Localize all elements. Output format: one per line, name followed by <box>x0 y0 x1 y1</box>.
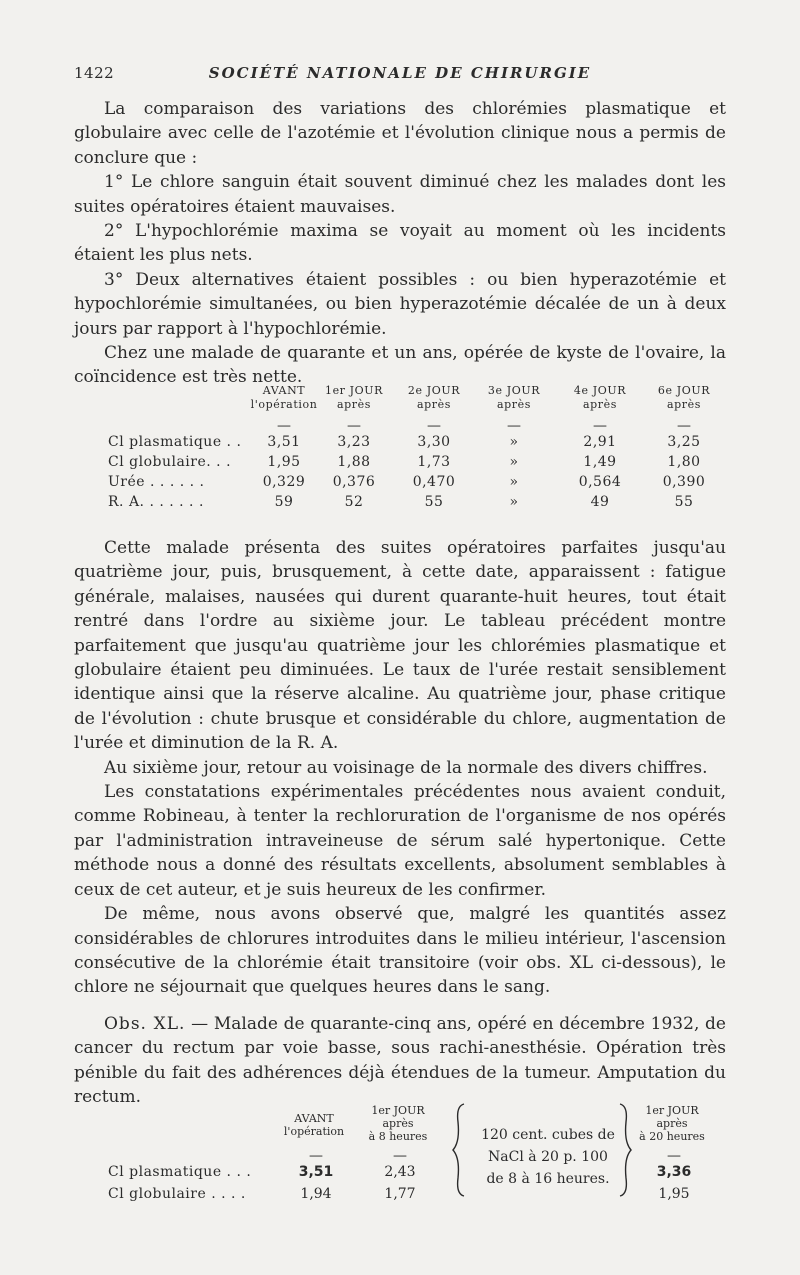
header-dash: — <box>593 418 607 434</box>
column-header <box>360 1104 436 1143</box>
row-label: R. A. . . . . . . <box>108 494 204 510</box>
page-header <box>74 64 726 86</box>
header-dash: — <box>277 418 291 434</box>
column-header <box>322 384 386 412</box>
cell: » <box>509 454 519 470</box>
column-header <box>630 1104 714 1143</box>
cell: 52 <box>344 494 364 510</box>
header-dash: — <box>393 1148 407 1164</box>
column-header-line: après <box>416 398 451 411</box>
cell: 1,88 <box>337 454 371 470</box>
cell: 3,23 <box>337 434 371 450</box>
column-header-line: 6e JOUR <box>657 384 711 397</box>
paragraph: 1° Le chlore sanguin était souvent diminué chez les malades dont les suites opératoires étaient mauvaises. <box>74 172 726 217</box>
note-line: NaCl à 20 p. 100 <box>488 1149 608 1165</box>
row-label: Cl globulaire . . . . <box>108 1186 246 1202</box>
column-header-line: 1er JOUR <box>324 384 384 397</box>
left-brace-icon <box>450 1102 468 1198</box>
cell: 55 <box>424 494 444 510</box>
column-header-line: 1er JOUR <box>645 1104 699 1117</box>
column-header <box>248 384 320 412</box>
cell: 3,25 <box>667 434 701 450</box>
cell: 59 <box>274 494 294 510</box>
cell: 1,80 <box>667 454 701 470</box>
cell: 1,77 <box>384 1186 416 1202</box>
cell: » <box>509 434 519 450</box>
row-label: Cl globulaire. . . <box>108 454 232 470</box>
table-row <box>108 494 728 514</box>
column-header <box>482 384 546 412</box>
paragraph: 2° L'hypochlorémie maxima se voyait au moment où les incidents étaient les plus nets. <box>74 221 726 266</box>
paragraph: Cette malade présenta des suites opératoires parfaites jusqu'au quatrième jour, puis, brusquement, à cette date, apparaissent : fatigue générale, malaises, nausées qui durent quarante-huit heures, tout était rentré dans l'ordre au sixième jour. Le tableau précédent montre parfaitement que jusqu'au quatrième jour les chlorémies plasmatique et globulaire étaient peu diminuées. Le taux de l'urée restait sensiblement identique ainsi que la réserve alcaline. Au quatrième jour, phase critique de l'évolution : chute brusque et considérable du chlore, augmentation de l'urée et diminution de la R. A. <box>74 538 726 754</box>
body-text-middle <box>74 536 726 1000</box>
column-header-line: AVANT <box>294 1112 334 1125</box>
body-text-top <box>74 97 726 390</box>
column-header-line: après <box>496 398 531 411</box>
column-header <box>568 384 632 412</box>
cell: 0,390 <box>662 474 706 490</box>
column-header-line: après <box>666 398 701 411</box>
header-dash: — <box>507 418 521 434</box>
cell: 0,376 <box>332 474 376 490</box>
cell: 3,30 <box>417 434 451 450</box>
table-row <box>108 474 728 494</box>
column-header-line: 4e JOUR <box>573 384 627 397</box>
paragraph: De même, nous avons observé que, malgré les quantités assez considérables de chlorures introduites dans le milieu intérieur, l'ascension consécutive de la chlorémie était transitoire (voir obs. XL ci-dessous), le chlore ne séjournait que quelques heures dans le sang. <box>74 904 726 998</box>
cell: 1,49 <box>583 454 617 470</box>
cell: 0,329 <box>262 474 306 490</box>
running-title: SOCIÉTÉ NATIONALE DE CHIRURGIE <box>208 64 592 82</box>
cell: 1,95 <box>267 454 301 470</box>
cell: 3,36 <box>656 1164 692 1180</box>
right-brace-icon <box>616 1102 634 1198</box>
page-number: 1422 <box>74 64 115 82</box>
header-dash: — <box>427 418 441 434</box>
column-header-line: 3e JOUR <box>487 384 541 397</box>
column-header-line: AVANT <box>262 384 306 397</box>
cell: 55 <box>674 494 694 510</box>
note-line: de 8 à 16 heures. <box>486 1171 610 1187</box>
cell: 2,43 <box>384 1164 416 1180</box>
infusion-note <box>474 1124 622 1190</box>
column-header <box>276 1112 352 1138</box>
cell: 0,470 <box>412 474 456 490</box>
observation-label: Obs. XL. <box>104 1014 186 1034</box>
column-header-line: à 20 heures <box>639 1130 705 1143</box>
cell: 49 <box>590 494 610 510</box>
cell: 1,95 <box>658 1186 690 1202</box>
cell: 3,51 <box>267 434 301 450</box>
header-dash: — <box>309 1148 323 1164</box>
observation-text: — Malade de quarante-cinq ans, opéré en décembre 1932, de cancer du rectum par voie basse, sous rachi-anesthésie. Opération très pénible du fait des adhérences déjà étendues de la tumeur. Amputation du rectum. <box>74 1014 726 1108</box>
cell: 3,51 <box>298 1164 334 1180</box>
column-header-line: après <box>582 398 617 411</box>
row-label: Cl plasmatique . . <box>108 434 242 450</box>
column-header-line: à 8 heures <box>368 1130 428 1143</box>
column-header-line: l'opération <box>250 398 318 411</box>
paragraph: 3° Deux alternatives étaient possibles : ou bien hyperazotémie et hypochlorémie simultanées, ou bien hyperazotémie décalée de un à deux jours par rapport à l'hypochlorémie. <box>74 269 726 339</box>
column-header-line: 2e JOUR <box>407 384 461 397</box>
row-label: Cl plasmatique . . . <box>108 1164 252 1180</box>
paragraph: Les constatations expérimentales précédentes nous avaient conduit, comme Robineau, à tenter la rechloruration de l'organisme de nos opérés par l'administration intraveineuse de sérum salé hypertonique. Cette méthode nous a donné des résultats excellents, absolument semblables à ceux de cet auteur, et je suis heureux de les confirmer. <box>74 782 726 900</box>
table-row <box>108 434 728 454</box>
paragraph: La comparaison des variations des chlorémies plasmatique et globulaire avec celle de l'azotémie et l'évolution clinique nous a permis de conclure que : <box>74 99 726 168</box>
column-header <box>402 384 466 412</box>
column-header <box>652 384 716 412</box>
column-header-line: l'opération <box>283 1125 345 1138</box>
cell: » <box>509 494 519 510</box>
paragraph: Chez une malade de quarante et un ans, opérée de kyste de l'ovaire, la coïncidence est très nette. <box>74 343 726 388</box>
header-dash: — <box>667 1148 681 1164</box>
column-header-line: après <box>656 1117 688 1130</box>
row-label: Urée . . . . . . <box>108 474 205 490</box>
cell: 0,564 <box>578 474 622 490</box>
cell: 1,94 <box>300 1186 332 1202</box>
cell: » <box>509 474 519 490</box>
table-row <box>108 454 728 474</box>
cell: 2,91 <box>583 434 617 450</box>
paragraph: Au sixième jour, retour au voisinage de la normale des divers chiffres. <box>104 757 708 778</box>
observation-block <box>74 1012 726 1110</box>
header-dash: — <box>677 418 691 434</box>
note-line: 120 cent. cubes de <box>481 1127 615 1143</box>
column-header-line: 1er JOUR <box>371 1104 425 1117</box>
observation-paragraph <box>74 1012 726 1110</box>
cell: 1,73 <box>417 454 451 470</box>
header-dash: — <box>347 418 361 434</box>
column-header-line: après <box>336 398 371 411</box>
column-header-line: après <box>382 1117 414 1130</box>
